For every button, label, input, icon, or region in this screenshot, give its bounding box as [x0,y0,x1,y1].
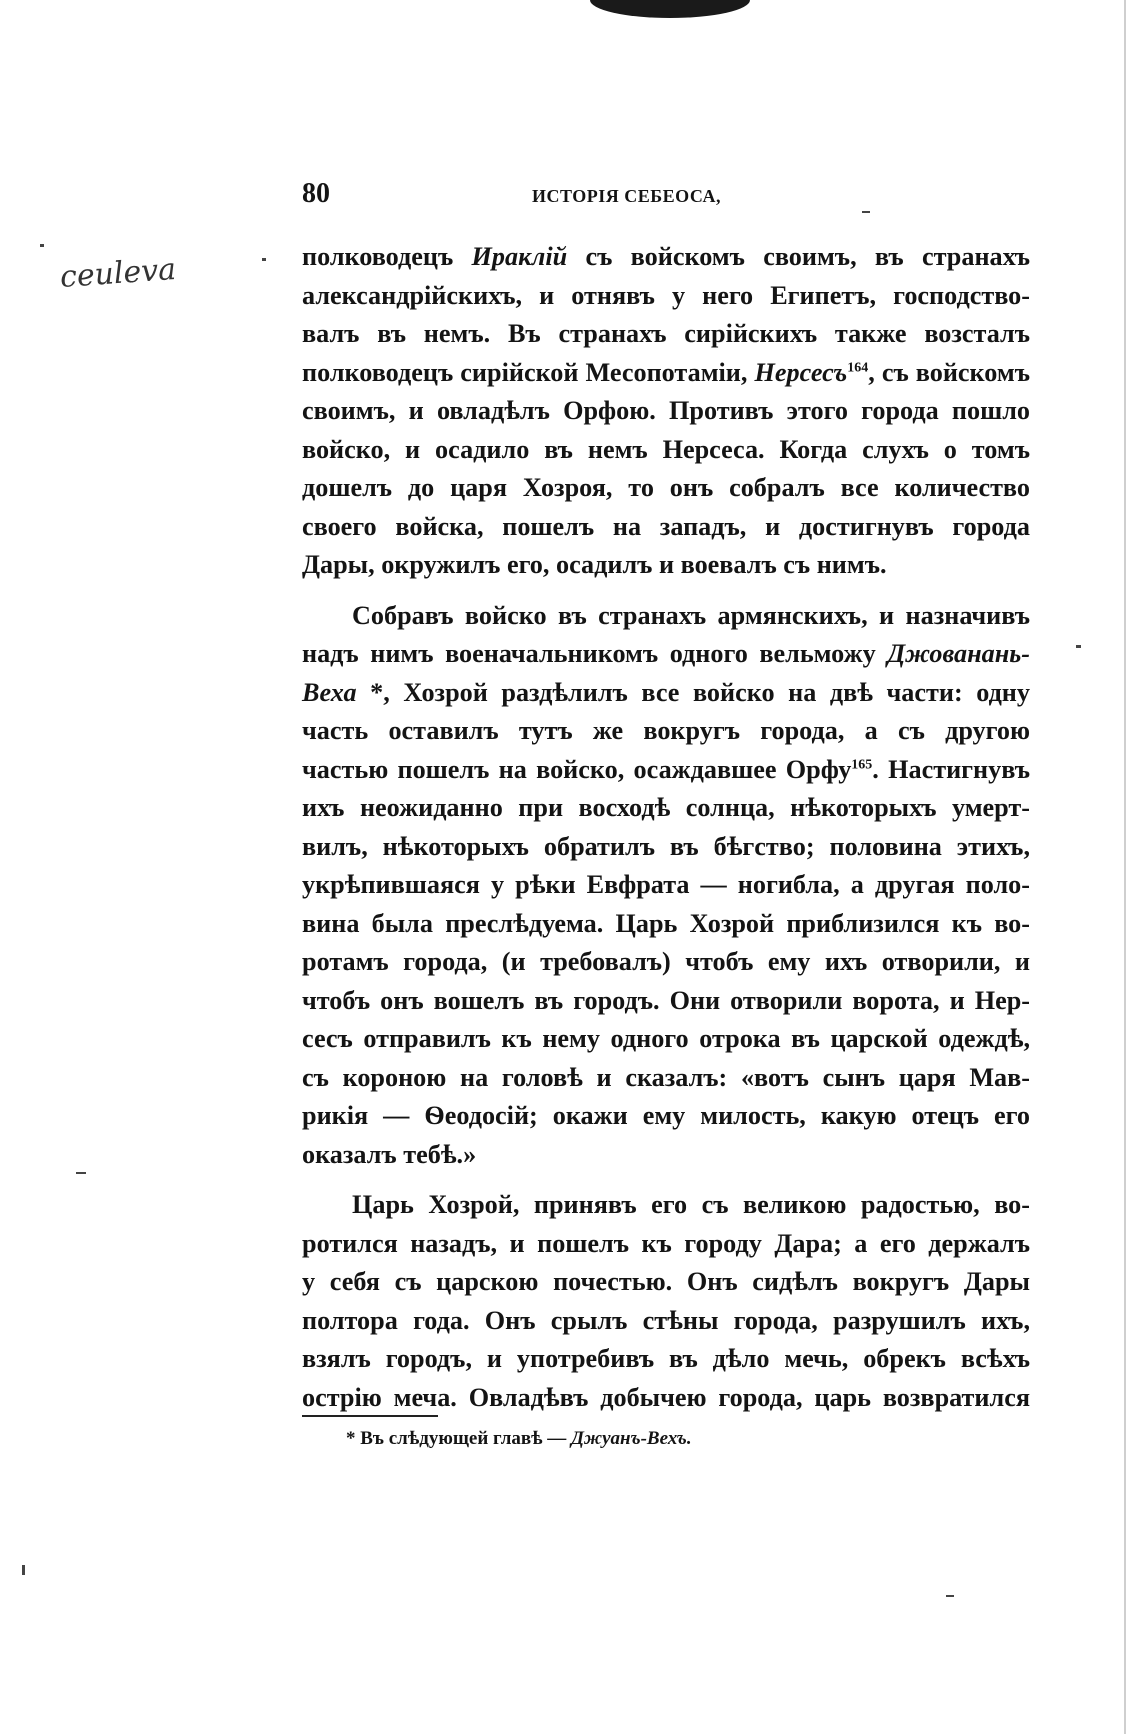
text-line: частью пошелъ на войско, осаждавшее Орфу$^{165}$. Настигнувъ [302,754,1030,784]
text-line: рикія — Ѳеодосій; окажи ему милость, какую отецъ его [302,1101,1030,1130]
text-line: укрѣпившаяся у рѣки Евфрата — ногибла, а другая поло- [302,870,1030,899]
text-line: своимъ, и овладѣлъ Орфою. Противъ этого города пошло [302,396,1030,425]
text-line: вина была преслѣдуема. Царь Хозрой приблизился къ во- [302,908,1030,938]
person-name: Ираклій [471,242,568,271]
text-line: взялъ городъ, и употребивъ въ дѣло мечь, обрекъ всѣхъ [302,1344,1030,1373]
scan-artifact-top [590,0,750,18]
person-name: Джованань- [887,639,1030,668]
scan-speck [862,211,870,213]
text-line: острію меча. Овладѣвъ добычею города, царь возвратился [302,1382,1030,1412]
text-line: своего войска, пошелъ на западъ, и достигнувъ города [302,511,1030,541]
text-line: валъ въ немъ. Въ странахъ сирійскихъ также возсталъ [302,319,1030,348]
text-line: часть оставилъ тутъ же вокругъ города, а съ другою [302,716,1030,745]
scan-speck [262,258,266,261]
person-name: Нерсесъ [754,357,848,387]
handwritten-margin-note: ceuleva [58,251,178,296]
footnote-italic-name: Джуанъ-Вехъ. [571,1428,692,1449]
text-line: дошелъ до царя Хозроя, то онъ собралъ все количество [302,473,1030,502]
text-line: Дары, окружилъ его, осадилъ и воевалъ съ нимъ. [302,550,887,579]
scan-speck [946,1595,954,1597]
text-line: надъ нимъ военачальникомъ одного вельможу Джованань- [302,639,1030,668]
footnote [346,1428,692,1450]
note-reference: 164 [847,359,869,375]
text-line: оказалъ тебѣ.» [302,1139,477,1169]
text-line: александрійскихъ, и отнявъ у него Египетъ, господство- [302,280,1030,310]
page-edge-shadow [1124,0,1126,1734]
scan-speck [22,1565,25,1575]
text-line: Веха *, Хозрой раздѣлилъ все войско на двѣ части: одну [302,677,1030,707]
scan-speck [1076,645,1081,648]
footnote-text: Въ слѣдующей главѣ — [355,1428,572,1449]
text-line: вилъ, нѣкоторыхъ обратилъ въ бѣгство; половина этихъ, [302,831,1030,861]
footnote-divider [302,1415,438,1417]
text-line: съ короною на головѣ и сказалъ: «вотъ сынъ царя Мав- [302,1062,1030,1092]
text-line: чтобъ онъ вошелъ въ городъ. Они отворили ворота, и Нер- [302,985,1030,1015]
person-name: Веха [302,677,357,707]
text-line: ротился назадъ, и пошелъ къ городу Дара; а его держалъ [302,1228,1030,1258]
scan-speck [76,1172,86,1174]
footnote-marker: * [346,1428,356,1449]
running-title: ИСТОРІЯ СЕБЕОСА, [532,186,722,206]
text-line: полководецъ Ираклій съ войскомъ своимъ, въ странахъ [302,242,1030,271]
text-line: Царь Хозрой, принявъ его съ великою радостью, во- [352,1190,1030,1219]
text-line: войско, и осадило въ немъ Нерсеса. Когда слухъ о томъ [302,434,1030,464]
text-line: полтора года. Онъ срылъ стѣны города, разрушилъ ихъ, [302,1305,1030,1335]
scan-speck [40,244,44,247]
text-line: сесъ отправилъ къ нему одного отрока въ царской одеждѣ, [302,1024,1030,1053]
body-text [302,238,1030,1417]
text-line: у себя съ царскою почестью. Онъ сидѣлъ вокругъ Дары [302,1267,1030,1296]
text-line: ихъ неожиданно при восходѣ солнца, нѣкоторыхъ умерт- [302,793,1030,822]
text-line: полководецъ сирійской Месопотаміи, Нерсесъ$^{164}$, съ войскомъ [302,357,1031,387]
page-header [302,178,1030,218]
text-line: Собравъ войско въ странахъ армянскихъ, и назначивъ [352,600,1030,630]
page-number: 80 [302,178,330,209]
text-line: ротамъ города, (и требовалъ) чтобъ ему ихъ отворили, и [302,947,1030,976]
note-reference: 165 [851,756,873,772]
